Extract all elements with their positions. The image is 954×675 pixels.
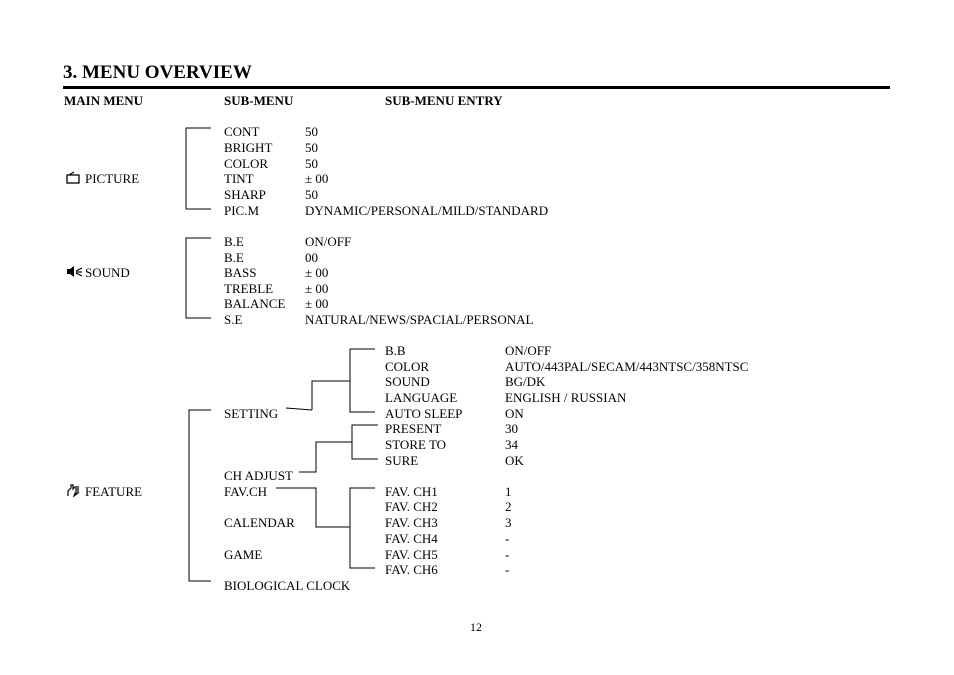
- sound-item-value: ± 00: [305, 265, 329, 280]
- picture-item-name: COLOR: [224, 156, 269, 171]
- setting-entry-value: BG/DK: [505, 374, 546, 389]
- page-title: 3. MENU OVERVIEW: [63, 62, 252, 83]
- picture-item-value: 50: [305, 156, 318, 171]
- fav-entry-name: FAV. CH3: [385, 515, 438, 530]
- ch-adjust-entry-name: PRESENT: [385, 421, 442, 436]
- fav-entry-name: FAV. CH1: [385, 484, 438, 499]
- fav-entry-name: FAV. CH5: [385, 547, 438, 562]
- sound-item-name: TREBLE: [224, 281, 274, 296]
- setting-entry-value: ON/OFF: [505, 343, 552, 358]
- sound-item-value: ON/OFF: [305, 234, 352, 249]
- setting-link: [312, 381, 350, 410]
- fav-entry-name: FAV. CH4: [385, 531, 438, 546]
- column-header-sub-menu-entry: SUB-MENU ENTRY: [385, 93, 503, 108]
- ch-adjust-connector: [299, 442, 352, 472]
- picture-item-name: SHARP: [224, 187, 266, 202]
- picture-item-name: BRIGHT: [224, 140, 273, 155]
- main-menu-picture: PICTURE: [85, 171, 140, 186]
- sound-item-value: 00: [305, 250, 318, 265]
- tv-icon: [66, 171, 80, 189]
- fav-entry-value: 1: [505, 484, 512, 499]
- feature-submenu-biological-clock: BIOLOGICAL CLOCK: [224, 578, 351, 593]
- fav-entries-bracket: [350, 488, 375, 568]
- sound-item-name: S.E: [224, 312, 243, 327]
- hand-icon: [66, 483, 81, 503]
- picture-item-value: DYNAMIC/PERSONAL/MILD/STANDARD: [305, 203, 549, 218]
- picture-item-value: 50: [305, 187, 318, 202]
- picture-item-value: 50: [305, 124, 318, 139]
- main-menu-feature: FEATURE: [85, 484, 143, 499]
- setting-entries-bracket: [350, 349, 375, 412]
- setting-entry-value: ON: [505, 406, 524, 421]
- column-header-main-menu: MAIN MENU: [64, 93, 144, 108]
- main-menu-sound: SOUND: [85, 265, 130, 280]
- picture-item-name: CONT: [224, 124, 260, 139]
- feature-submenu-ch-adjust: CH ADJUST: [224, 468, 293, 483]
- fav-entry-value: -: [505, 531, 510, 546]
- ch-adjust-entry-name: SURE: [385, 453, 419, 468]
- setting-entry-name: LANGUAGE: [385, 390, 458, 405]
- fav-entry-value: 2: [505, 499, 512, 514]
- ch-adjust-entry-value: OK: [505, 453, 524, 468]
- sound-item-name: B.E: [224, 234, 244, 249]
- sound-item-name: B.E: [224, 250, 244, 265]
- picture-item-value: 50: [305, 140, 318, 155]
- setting-connector: [286, 408, 312, 410]
- setting-entry-value: AUTO/443PAL/SECAM/443NTSC/358NTSC: [505, 359, 749, 374]
- fav-entry-value: -: [505, 547, 510, 562]
- column-header-sub-menu: SUB-MENU: [224, 93, 294, 108]
- fav-entry-value: 3: [505, 515, 512, 530]
- sound-item-name: BASS: [224, 265, 257, 280]
- fav-entry-value: -: [505, 562, 510, 577]
- page-number: 12: [470, 620, 482, 634]
- feature-bracket: [189, 410, 211, 581]
- picture-bracket: [186, 128, 211, 209]
- ch-adjust-entry-name: STORE TO: [385, 437, 447, 452]
- setting-entry-value: ENGLISH / RUSSIAN: [505, 390, 627, 405]
- fav-entry-name: FAV. CH6: [385, 562, 438, 577]
- setting-entry-name: COLOR: [385, 359, 430, 374]
- sound-item-name: BALANCE: [224, 296, 286, 311]
- feature-submenu-fav-ch: FAV.CH: [224, 484, 267, 499]
- setting-entry-name: AUTO SLEEP: [385, 406, 463, 421]
- setting-entry-name: SOUND: [385, 374, 430, 389]
- setting-entry-name: B.B: [385, 343, 406, 358]
- ch-adjust-entry-value: 30: [505, 421, 518, 436]
- picture-item-name: PIC.M: [224, 203, 260, 218]
- ch-adjust-entry-value: 34: [505, 437, 518, 452]
- fav-entry-name: FAV. CH2: [385, 499, 438, 514]
- speaker-icon: [66, 265, 83, 283]
- picture-item-value: ± 00: [305, 171, 329, 186]
- feature-submenu-calendar: CALENDAR: [224, 515, 295, 530]
- picture-item-name: TINT: [224, 171, 254, 186]
- sound-item-value: ± 00: [305, 281, 329, 296]
- ch-adjust-entries-bracket: [352, 425, 378, 459]
- sound-item-value: NATURAL/NEWS/SPACIAL/PERSONAL: [305, 312, 534, 327]
- feature-submenu-game: GAME: [224, 547, 263, 562]
- sound-bracket: [186, 238, 211, 318]
- feature-submenu-setting: SETTING: [224, 406, 279, 421]
- sound-item-value: ± 00: [305, 296, 329, 311]
